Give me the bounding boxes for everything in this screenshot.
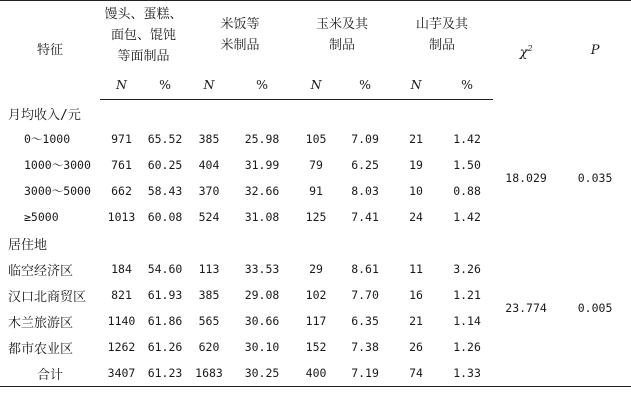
- header-group-corn-line1: 玉米及其: [316, 17, 369, 32]
- cell: 7.38: [351, 340, 379, 354]
- cell: 61.93: [147, 288, 183, 302]
- row-label: 1000～3000: [24, 158, 91, 172]
- header-pct: %: [231, 69, 293, 100]
- row-label: 都市农业区: [8, 341, 74, 357]
- cell: 65.52: [147, 132, 183, 146]
- cell: 21: [409, 314, 423, 328]
- cell: 61.26: [147, 340, 183, 354]
- cell: 10: [409, 184, 423, 198]
- cell: 31.08: [244, 210, 280, 224]
- cell: 662: [111, 184, 132, 198]
- cell: 1.33: [441, 360, 493, 387]
- cell: 30.10: [244, 340, 280, 354]
- header-group-corn: [293, 1, 391, 70]
- cell: 1140: [107, 314, 136, 328]
- cell: 7.09: [351, 132, 379, 146]
- cell: 102: [305, 288, 327, 302]
- header-feature: 特征: [0, 1, 100, 100]
- row-label: ≥5000: [24, 210, 59, 224]
- cell: 1.21: [453, 288, 481, 302]
- header-group-wheat-line1: 馒头、蛋糕、: [104, 6, 183, 22]
- cell: 1013: [107, 210, 136, 224]
- cell-empty: [493, 360, 559, 387]
- cell: 0.88: [453, 184, 481, 198]
- cell: 1.42: [453, 132, 481, 146]
- cell: 32.66: [244, 184, 280, 198]
- cell: 565: [198, 314, 220, 328]
- cell: 79: [309, 158, 323, 172]
- cell: 26: [409, 340, 423, 354]
- header-group-rice: [187, 1, 293, 70]
- cell: 30.25: [231, 360, 293, 387]
- row-label: 汉口北商贸区: [8, 289, 87, 305]
- table-row: [0, 256, 631, 282]
- cell: 25.98: [244, 132, 280, 146]
- total-label: 合计: [0, 360, 100, 387]
- cell: 1.42: [453, 210, 481, 224]
- p-value-income: 0.035: [577, 171, 613, 185]
- cell: 30.66: [244, 314, 280, 328]
- header-group-corn-line2: 制品: [329, 38, 356, 53]
- cell: 29: [309, 262, 323, 276]
- table-row: [0, 126, 631, 152]
- chi2-value-residence: 23.774: [505, 301, 547, 315]
- p-value-residence: 0.005: [577, 301, 613, 315]
- cell: 821: [111, 288, 132, 302]
- cell: 3.26: [453, 262, 481, 276]
- cell: 8.03: [351, 184, 379, 198]
- row-label: 木兰旅游区: [8, 315, 74, 331]
- cell: 1.50: [453, 158, 481, 172]
- cell: 19: [409, 158, 423, 172]
- cell: 74: [391, 360, 441, 387]
- header-n: N: [100, 69, 143, 100]
- header-group-wheat-line3: 等面制品: [117, 48, 170, 64]
- cell-empty: [559, 360, 631, 387]
- cell: 184: [111, 262, 132, 276]
- cell: 61.86: [147, 314, 183, 328]
- cell: 7.19: [339, 360, 391, 387]
- header-group-sweetpotato-line1: 山芋及其: [416, 17, 469, 32]
- total-row: [0, 360, 631, 387]
- header-n: N: [391, 69, 441, 100]
- header-n: N: [293, 69, 339, 100]
- cell: 113: [198, 262, 220, 276]
- cell: 11: [409, 262, 423, 276]
- cell: 54.60: [147, 262, 183, 276]
- row-label: 临空经济区: [8, 263, 74, 279]
- cell: 385: [198, 132, 220, 146]
- cell: 105: [305, 132, 327, 146]
- cell: 8.61: [351, 262, 379, 276]
- cell: 3407: [100, 360, 143, 387]
- header-pct: %: [441, 69, 493, 100]
- header-pct: %: [143, 69, 187, 100]
- cell: 400: [293, 360, 339, 387]
- cell: 117: [305, 314, 327, 328]
- cell: 60.25: [147, 158, 183, 172]
- cell: 60.08: [147, 210, 183, 224]
- header-group-rice-line1: 米饭等: [220, 17, 260, 32]
- cell: 524: [198, 210, 220, 224]
- cell: 761: [111, 158, 132, 172]
- header-group-rice-line2: 米制品: [220, 38, 260, 53]
- cell: 620: [198, 340, 220, 354]
- header-pct: %: [339, 69, 391, 100]
- cell: 385: [198, 288, 220, 302]
- cell: 6.25: [351, 158, 379, 172]
- row-label: 3000～5000: [24, 184, 91, 198]
- cell: 7.70: [351, 288, 379, 302]
- cell: 24: [409, 210, 423, 224]
- header-group-sweetpotato-line2: 制品: [429, 38, 456, 53]
- header-group-wheat-line2: 面包、馄饨: [111, 27, 177, 43]
- cell: 21: [409, 132, 423, 146]
- cell: 404: [198, 158, 220, 172]
- chi2-value-income: 18.029: [505, 171, 547, 185]
- header-group-wheat: [100, 1, 187, 70]
- header-p: P: [559, 1, 631, 100]
- cell: 370: [198, 184, 220, 198]
- cell: 6.35: [351, 314, 379, 328]
- cell: 125: [305, 210, 327, 224]
- cell: 1683: [187, 360, 231, 387]
- cell: 91: [309, 184, 323, 198]
- cell: 1.14: [453, 314, 481, 328]
- cell: 1.26: [453, 340, 481, 354]
- cell: 16: [409, 288, 423, 302]
- cell: 29.08: [244, 288, 280, 302]
- section-title-income: 月均收入/元: [8, 107, 81, 123]
- cell: 7.41: [351, 210, 379, 224]
- cell: 33.53: [244, 262, 280, 276]
- section-title-residence: 居住地: [8, 237, 48, 253]
- cell: 61.23: [143, 360, 187, 387]
- header-n: N: [187, 69, 231, 100]
- cell: 58.43: [147, 184, 183, 198]
- cell: 1262: [107, 340, 136, 354]
- cell: 152: [305, 340, 327, 354]
- header-group-sweetpotato: [391, 1, 493, 70]
- cell: 971: [111, 132, 132, 146]
- header-chi2: $\chi^2$: [493, 1, 559, 100]
- cell: 31.99: [244, 158, 280, 172]
- row-label: 0～1000: [24, 132, 71, 146]
